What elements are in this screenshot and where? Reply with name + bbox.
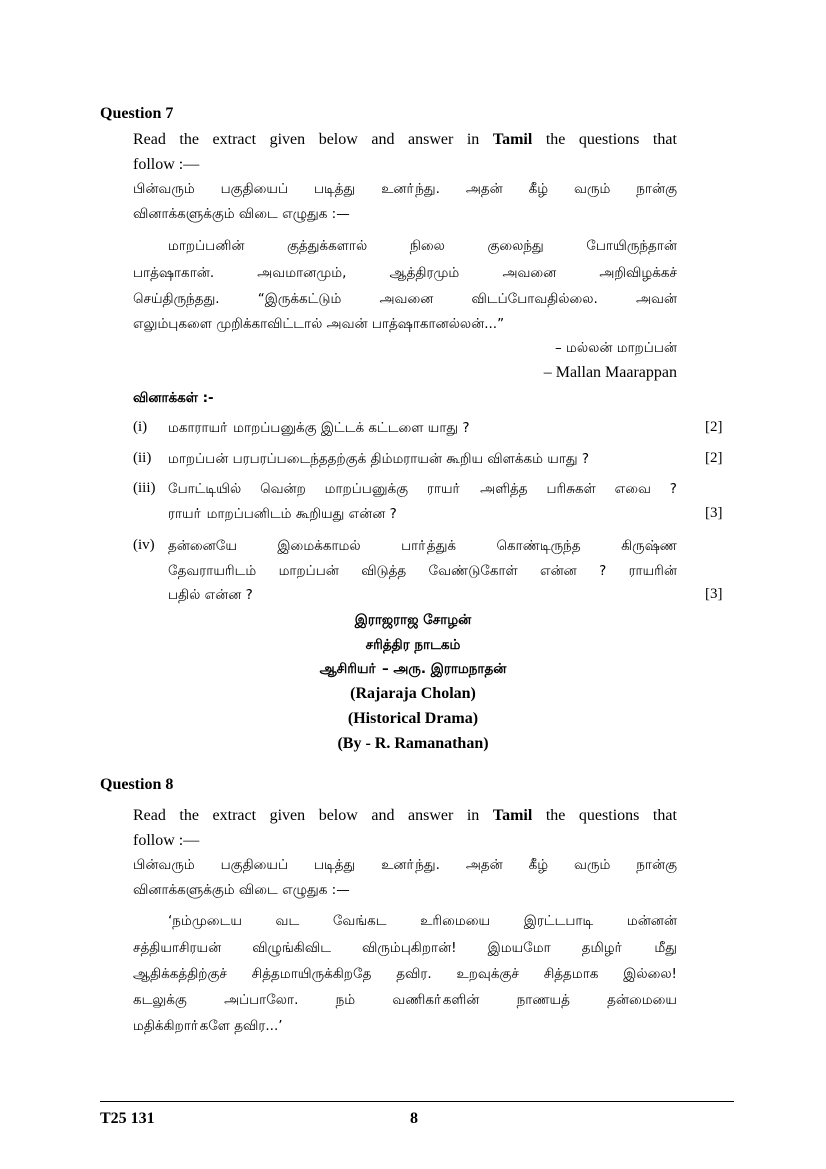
word: பகுதியைப் bbox=[220, 857, 289, 873]
word: உனா்ந்து. bbox=[381, 857, 440, 873]
word: அப்பாலோ. bbox=[224, 992, 299, 1008]
word: the bbox=[545, 807, 566, 824]
word: extract bbox=[212, 131, 257, 148]
q7-passage-line3 bbox=[133, 291, 677, 309]
word: அறிவிழக்கச் bbox=[599, 265, 677, 281]
word: the bbox=[545, 131, 566, 148]
word: விரும்புகிறான்! bbox=[361, 940, 457, 956]
q7-english-instruction-line2: follow :— bbox=[133, 156, 200, 173]
book-title-english: (Rajaraja Cholan) bbox=[350, 685, 476, 702]
word: கடலுக்கு bbox=[133, 992, 187, 1008]
footer-divider bbox=[100, 1101, 734, 1102]
word: ஆத்திரமும் bbox=[389, 265, 460, 281]
q7-passage-line4 bbox=[133, 316, 677, 334]
word: என்ன bbox=[540, 563, 577, 579]
word: சித்தமாயிருக்கிறதே bbox=[251, 966, 372, 982]
word: தவிர. bbox=[396, 966, 432, 982]
q7-subq-4-line2 bbox=[168, 563, 677, 581]
q7-attribution-english: – Mallan Maarappan bbox=[543, 364, 677, 381]
word: மதிக்கிறாா்களே தவிர...’ bbox=[133, 1018, 283, 1034]
word: வேங்கட bbox=[332, 913, 387, 929]
word: ? bbox=[599, 563, 607, 579]
q7-tamil-instruction-line2: வினாக்களுக்கும் விடை எழுதுக :— bbox=[133, 206, 350, 222]
word: மீது bbox=[654, 940, 677, 956]
q7-subq-2-marks: [2] bbox=[705, 450, 723, 466]
word: போட்டியில் bbox=[168, 481, 242, 497]
q7-questions-label: வினாக்கள் :- bbox=[133, 390, 214, 406]
word: ‘நம்முடைய bbox=[168, 913, 242, 929]
q8-passage-line1 bbox=[168, 913, 677, 931]
word: உறவுக்குச் bbox=[456, 966, 519, 982]
word: எவை bbox=[614, 481, 651, 497]
book-author-english: (By - R. Ramanathan) bbox=[337, 735, 489, 752]
word: in bbox=[466, 807, 480, 824]
word: Read bbox=[133, 807, 166, 824]
word-tamil-bold: Tamil bbox=[492, 807, 533, 824]
word: questions bbox=[578, 807, 640, 824]
q7-subq-4-number: (iv) bbox=[133, 537, 155, 553]
word: Read bbox=[133, 131, 166, 148]
word: உனா்ந்து. bbox=[381, 181, 440, 197]
q8-passage-line4 bbox=[133, 992, 677, 1010]
word: மாறப்பனுக்கு bbox=[324, 481, 409, 497]
word: பின்வரும் bbox=[133, 857, 195, 873]
footer-page-number: 8 bbox=[410, 1110, 418, 1127]
word: குத்துக்களால் bbox=[287, 238, 368, 254]
word: ராயா் bbox=[426, 481, 462, 497]
word: இமைக்காமல் bbox=[277, 538, 361, 554]
word: பாா்த்துக் bbox=[401, 538, 457, 554]
word: நம் bbox=[335, 992, 356, 1008]
word: answer bbox=[408, 807, 454, 824]
word: பாத்ஷாகான். bbox=[133, 265, 215, 281]
q8-passage-line2 bbox=[133, 940, 677, 958]
q8-passage-line3 bbox=[133, 966, 677, 984]
word: உரிமையை bbox=[420, 913, 491, 929]
word: நிலை bbox=[409, 238, 445, 254]
footer-paper-code: T25 131 bbox=[100, 1110, 155, 1127]
word: ? bbox=[669, 481, 677, 497]
word: விடப்போவதில்லை. bbox=[471, 291, 598, 307]
word: and bbox=[371, 807, 395, 824]
word: போயிருந்தான் bbox=[586, 238, 677, 254]
word: சத்தியாசிரயன் bbox=[133, 940, 222, 956]
word: இமயமோ bbox=[487, 940, 551, 956]
word: கீழ் bbox=[528, 181, 549, 197]
q7-passage-line2 bbox=[133, 265, 677, 283]
word: அதன் bbox=[465, 857, 503, 873]
word: in bbox=[466, 131, 480, 148]
word: வரும் bbox=[574, 181, 611, 197]
q8-passage-line5 bbox=[133, 1018, 677, 1036]
word: செய்திருந்தது. bbox=[133, 291, 220, 307]
word: below bbox=[318, 807, 358, 824]
word: extract bbox=[212, 807, 257, 824]
word: தமிழா் bbox=[581, 940, 624, 956]
word: அவமானமும், bbox=[257, 265, 347, 281]
word: படித்து bbox=[313, 181, 356, 197]
word: இல்லை! bbox=[623, 966, 677, 982]
q7-subq-3-number: (iii) bbox=[133, 480, 156, 496]
question-8-heading: Question 8 bbox=[100, 776, 174, 793]
q7-tamil-instruction-line1 bbox=[133, 181, 677, 199]
word: வட bbox=[275, 913, 300, 929]
word: தன்மையை bbox=[607, 992, 677, 1008]
q7-subq-4-marks: [3] bbox=[705, 586, 723, 602]
q8-english-instruction-line1 bbox=[133, 807, 677, 825]
word: வரும் bbox=[574, 857, 611, 873]
q7-subq-3-marks: [3] bbox=[705, 505, 723, 521]
q7-subq-2-number: (ii) bbox=[133, 450, 152, 466]
q7-attribution-tamil: – மல்லன் மாறப்பன் bbox=[555, 340, 677, 356]
word: that bbox=[652, 807, 677, 824]
word: சித்தமாக bbox=[543, 966, 599, 982]
word: அதன் bbox=[465, 181, 503, 197]
word: questions bbox=[578, 131, 640, 148]
word: அளித்த bbox=[480, 481, 528, 497]
q8-tamil-instruction-line2: வினாக்களுக்கும் விடை எழுதுக :— bbox=[133, 882, 350, 898]
word: மாறப்பனின் bbox=[168, 238, 245, 254]
q7-subq-1-marks: [2] bbox=[705, 419, 723, 435]
word: and bbox=[371, 131, 395, 148]
q7-subq-3-line1 bbox=[168, 481, 677, 499]
word: ஆதிக்கத்திற்குச் bbox=[133, 966, 227, 982]
word: அவனை bbox=[379, 291, 434, 307]
word-tamil-bold: Tamil bbox=[492, 131, 533, 148]
word: அவனை bbox=[502, 265, 557, 281]
q8-english-instruction-line2: follow :— bbox=[133, 832, 200, 849]
word: கொண்டிருந்த bbox=[496, 538, 581, 554]
word: given bbox=[269, 807, 306, 824]
word: கீழ் bbox=[528, 857, 549, 873]
word: விழுங்கிவிட bbox=[252, 940, 331, 956]
q7-subq-4-line3: பதில் என்ன ? bbox=[168, 587, 253, 603]
book-author-tamil: ஆசிரியா் – அரு. இராமநாதன் bbox=[319, 661, 507, 677]
word: வென்ற bbox=[260, 481, 306, 497]
word: நான்கு bbox=[636, 857, 677, 873]
book-title-tamil: இராஜராஜ சோழன் bbox=[354, 612, 472, 628]
word: below bbox=[318, 131, 358, 148]
word: பகுதியைப் bbox=[220, 181, 289, 197]
word: வணிகா்களின் bbox=[392, 992, 480, 1008]
word: வேண்டுகோள் bbox=[428, 563, 518, 579]
word: எலும்புகளை முறிக்காவிட்டால் அவன் பாத்ஷாகானல்லன்...” bbox=[133, 316, 505, 332]
book-subtitle-tamil: சரித்திர நாடகம் bbox=[365, 637, 461, 653]
word: answer bbox=[408, 131, 454, 148]
word: இரட்டபாடி bbox=[523, 913, 594, 929]
word: given bbox=[269, 131, 306, 148]
book-subtitle-english: (Historical Drama) bbox=[347, 710, 479, 727]
q7-subq-4-line1 bbox=[168, 538, 677, 556]
word: படித்து bbox=[313, 857, 356, 873]
word: நான்கு bbox=[636, 181, 677, 197]
word: நாணயத் bbox=[516, 992, 570, 1008]
word: the bbox=[179, 131, 199, 148]
word: that bbox=[652, 131, 677, 148]
word: அவன் bbox=[635, 291, 677, 307]
q7-subq-3-line2: ராயா் மாறப்பனிடம் கூறியது என்ன ? bbox=[168, 506, 397, 522]
q7-subq-1-number: (i) bbox=[133, 419, 148, 435]
q7-english-instruction-line1 bbox=[133, 131, 677, 149]
q8-tamil-instruction-line1 bbox=[133, 857, 677, 875]
word: குலைந்து bbox=[487, 238, 544, 254]
word: “இருக்கட்டும் bbox=[257, 291, 342, 307]
q7-subq-1-text: மகாராயா் மாறப்பனுக்கு இட்டக் கட்டளை யாது ? bbox=[168, 420, 470, 436]
word: மன்னன் bbox=[626, 913, 677, 929]
word: கிருஷ்ண bbox=[621, 538, 677, 554]
word: ராயரின் bbox=[628, 563, 677, 579]
word: தன்னையே bbox=[168, 538, 237, 554]
q7-passage-line1 bbox=[168, 238, 677, 256]
question-7-heading: Question 7 bbox=[100, 105, 174, 122]
word: பின்வரும் bbox=[133, 181, 195, 197]
word: the bbox=[179, 807, 199, 824]
word: தேவராயரிடம் bbox=[168, 563, 257, 579]
word: விடுத்த bbox=[361, 563, 407, 579]
word: மாறப்பன் bbox=[278, 563, 339, 579]
word: பரிசுகள் bbox=[546, 481, 596, 497]
q7-subq-2-text: மாறப்பன் பரபரப்படைந்ததற்குக் திம்மராயன் கூறிய விளக்கம் யாது ? bbox=[168, 451, 590, 467]
